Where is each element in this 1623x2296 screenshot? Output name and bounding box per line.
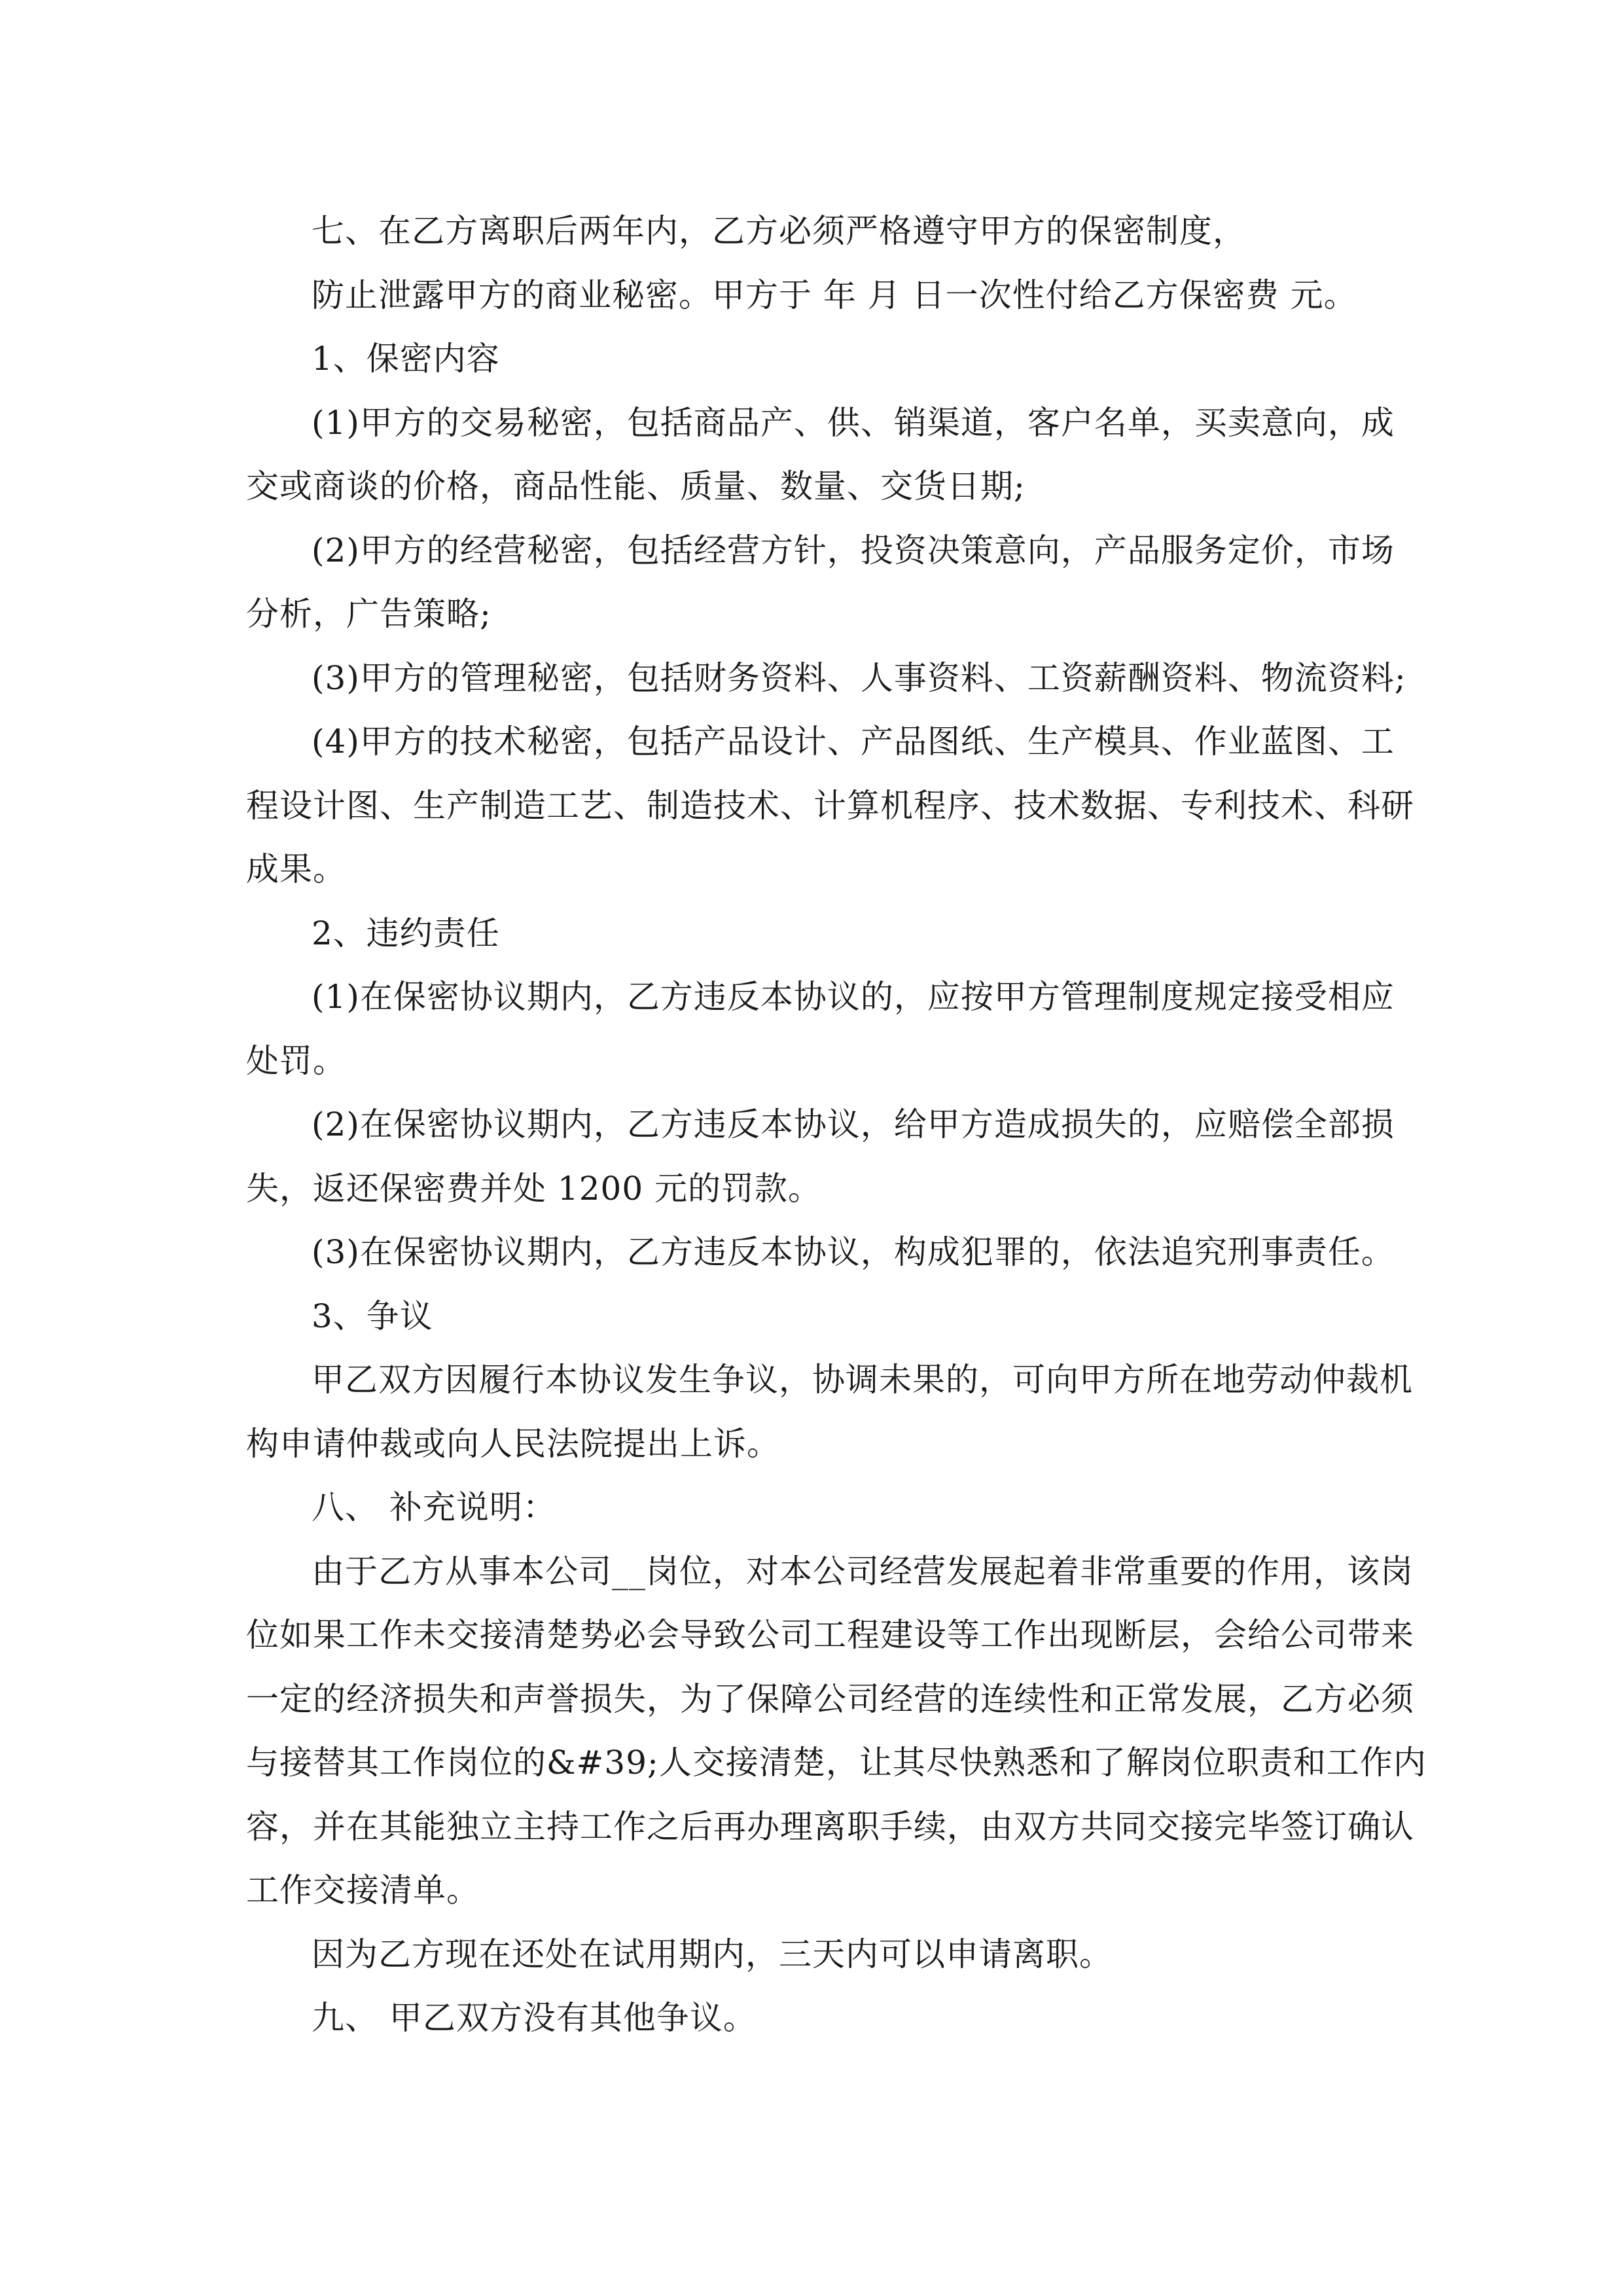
section-heading: 3、争议	[312, 1297, 433, 1335]
paragraph-line: 甲乙双方因履行本协议发生争议，协调未果的，可向甲方所在地劳动仲裁机	[312, 1361, 1413, 1399]
paragraph-line: 构申请仲裁或向人民法院提出上诉。	[246, 1424, 780, 1463]
paragraph-line: (2)甲方的经营秘密，包括经营方针，投资决策意向，产品服务定价，市场	[312, 531, 1395, 569]
paragraph-line: (1)在保密协议期内，乙方违反本协议的，应按甲方管理制度规定接受相应	[312, 978, 1395, 1016]
paragraph-line: 容，并在其能独立主持工作之后再办理离职手续，由双方共同交接完毕签订确认	[246, 1807, 1414, 1846]
section-heading: 2、违约责任	[312, 914, 500, 952]
paragraph-line: 处罚。	[246, 1041, 346, 1080]
section-heading: 八、 补充说明：	[312, 1488, 556, 1526]
paragraph-line: (2)在保密协议期内，乙方违反本协议，给甲方造成损失的，应赔偿全部损	[312, 1105, 1395, 1143]
section-heading: 1、保密内容	[312, 340, 500, 378]
paragraph-line: 七、在乙方离职后两年内，乙方必须严格遵守甲方的保密制度，	[312, 212, 1246, 250]
paragraph-line: 防止泄露甲方的商业秘密。甲方于 年 月 日一次性付给乙方保密费 元。	[312, 276, 1357, 314]
paragraph-line: 与接替其工作岗位的&#39;人交接清楚，让其尽快熟悉和了解岗位职责和工作内	[246, 1744, 1427, 1782]
paragraph-line: (3)在保密协议期内，乙方违反本协议，构成犯罪的，依法追究刑事责任。	[312, 1233, 1395, 1271]
paragraph-line: 程设计图、生产制造工艺、制造技术、计算机程序、技术数据、专利技术、科研	[246, 786, 1414, 825]
paragraph-line: 一定的经济损失和声誉损失，为了保障公司经营的连续性和正常发展，乙方必须	[246, 1679, 1414, 1718]
paragraph-line: 失，返还保密费并处 1200 元的罚款。	[246, 1169, 822, 1208]
paragraph-line: 成果。	[246, 850, 346, 888]
paragraph-line: 分析，广告策略;	[246, 595, 491, 633]
document-body	[246, 200, 1427, 2051]
paragraph-line: 工作交接清单。	[246, 1871, 480, 1909]
paragraph-line: (4)甲方的技术秘密，包括产品设计、产品图纸、生产模具、作业蓝图、工	[312, 723, 1395, 761]
paragraph-line: 位如果工作未交接清楚势必会导致公司工程建设等工作出现断层，会给公司带来	[246, 1616, 1414, 1654]
paragraph-line: 交或商谈的价格，商品性能、质量、数量、交货日期;	[246, 467, 1026, 505]
paragraph-line: (1)甲方的交易秘密，包括商品产、供、销渠道，客户名单，买卖意向，成	[312, 403, 1395, 442]
paragraph-line: (3)甲方的管理秘密，包括财务资料、人事资料、工资薪酬资料、物流资料;	[312, 658, 1406, 697]
paragraph-line: 由于乙方从事本公司__岗位，对本公司经营发展起着非常重要的作用，该岗	[312, 1552, 1414, 1590]
section-heading: 九、 甲乙双方没有其他争议。	[312, 1999, 757, 2037]
paragraph-line: 因为乙方现在还处在试用期内，三天内可以申请离职。	[312, 1935, 1113, 1973]
